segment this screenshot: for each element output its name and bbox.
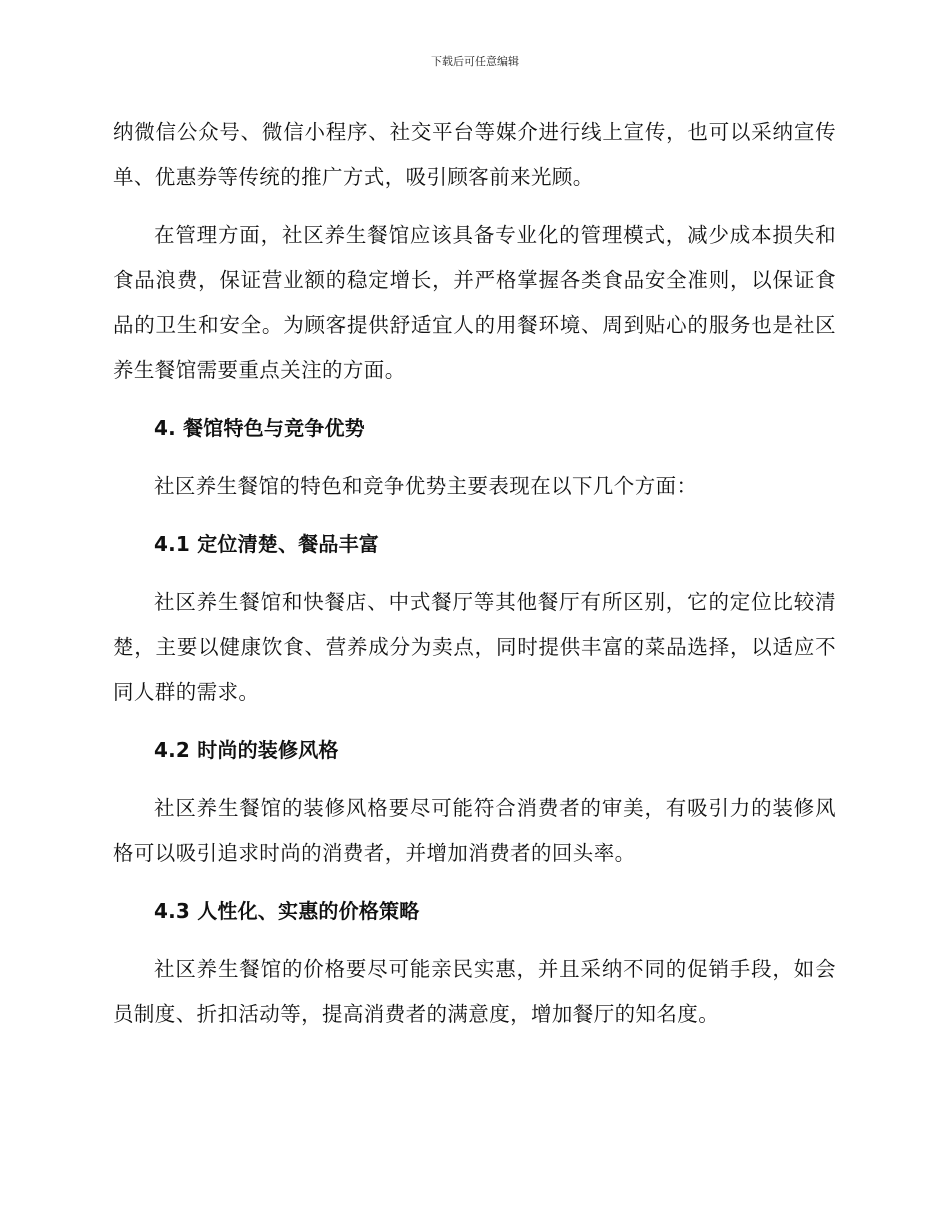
- paragraph-decoration: 社区养生餐馆的装修风格要尽可能符合消费者的审美，有吸引力的装修风格可以吸引追求时尚的消费者，并增加消费者的回头率。: [113, 796, 836, 865]
- section-heading-4-2: 4.2 时尚的装修风格: [154, 738, 339, 762]
- paragraph-management: 在管理方面，社区养生餐馆应该具备专业化的管理模式，减少成本损失和食品浪费，保证营业额的稳定增长，并严格掌握各类食品安全准则，以保证食品的卫生和安全。为顾客提供舒适宜人的用餐环境、周到贴心的服务也是社区养生餐馆需要重点关注的方面。: [113, 223, 836, 382]
- paragraph-advantages-intro: 社区养生餐馆的特色和竞争优势主要表现在以下几个方面：: [154, 474, 698, 498]
- section-heading-4-3: 4.3 人性化、实惠的价格策略: [154, 899, 420, 923]
- paragraph-gap: [113, 715, 836, 728]
- section-heading-4-1: 4.1 定位清楚、餐品丰富: [154, 532, 379, 556]
- document-body: [113, 110, 836, 1037]
- paragraph-gap: [113, 509, 836, 522]
- paragraph-gap: [113, 773, 836, 786]
- paragraph-gap: [113, 567, 836, 580]
- paragraph-gap: [113, 934, 836, 947]
- paragraph-positioning: 社区养生餐馆和快餐店、中式餐厅等其他餐厅有所区别，它的定位比较清楚，主要以健康饮食、营养成分为卖点，同时提供丰富的菜品选择，以适应不同人群的需求。: [113, 590, 836, 704]
- page-header: 下载后可任意编辑: [431, 55, 519, 68]
- paragraph-gap: [113, 393, 836, 406]
- section-heading-4: 4. 餐馆特色与竞争优势: [154, 416, 365, 440]
- paragraph-gap: [113, 876, 836, 889]
- paragraph-gap: [113, 200, 836, 213]
- paragraph-gap: [113, 451, 836, 464]
- paragraph-pricing: 社区养生餐馆的价格要尽可能亲民实惠，并且采纳不同的促销手段，如会员制度、折扣活动等，提高消费者的满意度，增加餐厅的知名度。: [113, 957, 836, 1026]
- paragraph-promotion: 纳微信公众号、微信小程序、社交平台等媒介进行线上宣传，也可以采纳宣传单、优惠券等传统的推广方式，吸引顾客前来光顾。: [113, 120, 836, 189]
